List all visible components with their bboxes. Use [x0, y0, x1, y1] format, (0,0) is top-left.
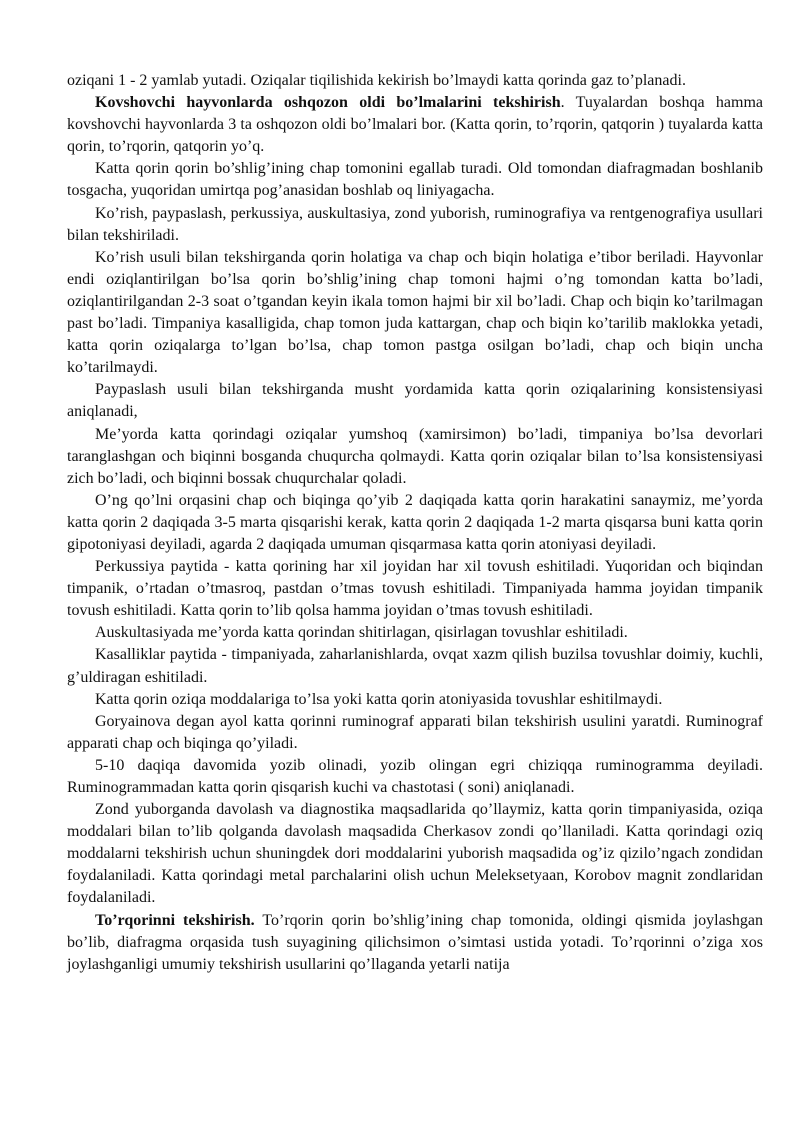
paragraph-text: . Tuyalardan boshqa hamma kovshovchi hayvonlarda 3 ta oshqozon oldi bo’lmalari bor. (Katta qorin, to’rqorin, qatqorin ) tuyalarda katta qorin, to’rqorin, qatqorin yo’q.	[67, 94, 764, 156]
paragraph	[67, 711, 763, 755]
paragraph-text: Katta qorin oziqa moddalariga to’lsa yoki katta qorin atoniyasida tovushlar eshitilmaydi.	[95, 690, 663, 708]
paragraph	[67, 490, 763, 556]
paragraph	[67, 644, 763, 688]
paragraph	[67, 379, 763, 423]
paragraph-text: Goryainova degan ayol katta qorinni ruminograf apparati bilan tekshirish usulini yaratdi. Ruminograf apparati chap och biqinga qo’yiladi.	[67, 712, 763, 752]
paragraph-text: Ko’rish, paypaslash, perkussiya, auskultasiya, zond yuborish, ruminografiya va rentgenografiya usullari bilan tekshiriladi.	[67, 204, 763, 244]
paragraph	[67, 799, 763, 909]
paragraph	[67, 158, 763, 202]
paragraph-text: Perkussiya paytida - katta qorining har xil joyidan har xil tovush eshitiladi. Yuqoridan och biqindan timpanik, o’rtadan o’tmasroq, pastdan o’tmas tovush eshitiladi. Timpaniyada hamma joyidan timpanik tovush eshitiladi. Katta qorin to’lib qolsa hamma joyidan o’tmas tovush eshitiladi.	[67, 558, 763, 620]
section-heading: Kovshovchi hayvonlarda oshqozon oldi bo’lmalarini tekshirish	[95, 94, 561, 112]
paragraph	[67, 203, 763, 247]
paragraph-text: 5-10 daqiqa davomida yozib olinadi, yozib olingan egri chiziqqa ruminogramma deyiladi. Ruminogrammadan katta qorin qisqarish kuchi va chastotasi ( soni) aniqlanadi.	[67, 756, 763, 796]
section-heading: To’rqorinni tekshirish.	[95, 911, 255, 929]
section-paragraph	[67, 910, 763, 976]
paragraph-text: Auskultasiyada me’yorda katta qorindan shitirlagan, qisirlagan tovushlar eshitiladi.	[95, 624, 628, 642]
paragraph-text: Kasalliklar paytida - timpaniyada, zaharlanishlarda, ovqat xazm qilish buzilsa tovushlar doimiy, kuchli, g’uldiragan eshitiladi.	[67, 646, 763, 686]
paragraph-text: oziqani 1 - 2 yamlab yutadi. Oziqalar tiqilishida kekirish bo’lmaydi katta qorinda gaz to’planadi.	[67, 72, 686, 89]
paragraph	[67, 755, 763, 799]
paragraph	[67, 556, 763, 622]
paragraph	[67, 689, 763, 711]
paragraph-text: Me’yorda katta qorindagi oziqalar yumshoq (xamirsimon) bo’ladi, timpaniya bo’lsa devorlari taranglashgan och biqinni bosganda chuqurcha qolmaydi. Katta qorin oziqalar bilan to’lsa konsistensiyasi zich bo’ladi, och biqinni bossak chuqurchalar qoladi.	[67, 425, 763, 487]
paragraph-text: Ko’rish usuli bilan tekshirganda qorin holatiga va chap och biqin holatiga e’tibor beriladi. Hayvonlar endi oziqlantirilgan bo’lsa qorin bo’shlig’ining chap tomoni hajmi o’ng tomondan katta bo’ladi, oziqlantirilgandan 2-3 soat o’tgandan keyin ikala tomon hajmi bir xil bo’ladi. Chap och biqin ko’tarilmagan past bo’ladi. Timpaniya kasalligida, chap tomon juda kattargan, chap och biqin ko’tarilib maklokka yetadi, katta qorin oziqalarga to’lgan bo’lsa, chap tomon pastga osilgan bo’ladi, chap och biqin uncha ko’tarilmaydi.	[67, 248, 763, 377]
paragraph	[67, 622, 763, 644]
paragraph	[67, 424, 763, 490]
section-paragraph	[67, 92, 763, 158]
paragraph-text: Katta qorin qorin bo’shlig’ining chap tomonini egallab turadi. Old tomondan diafragmadan boshlanib tosgacha, yuqoridan umirtqa pog’anasidan boshlab oq liniyagacha.	[67, 160, 763, 200]
paragraph-text: O’ng qo’lni orqasini chap och biqinga qo’yib 2 daqiqada katta qorin harakatini sanaymiz, me’yorda katta qorin 2 daqiqada 3-5 marta qisqarishi kerak, katta qorin 2 daqiqada 1-2 marta qisqarsa buni katta qorin gipotoniyasi deyiladi, agarda 2 daqiqada umuman qisqarmasa katta qorin atoniyasi deyiladi.	[67, 491, 763, 553]
paragraph-text: Paypaslash usuli bilan tekshirganda musht yordamida katta qorin oziqalarining konsistensiyasi aniqlanadi,	[67, 381, 763, 421]
paragraph-text: Zond yuborganda davolash va diagnostika maqsadlarida qo’llaymiz, katta qorin timpaniyasida, oziqa moddalari bilan to’lib qolganda davolash maqsadida Cherkasov zondi qo’llaniladi. Katta qorindagi oziq moddalarni tekshirish uchun shuningdek dori moddalarini yuborish maqsadida og’iz qizilo’ngach zondidan foydalaniladi. Katta qorindagi metal parchalarini olish uchun Meleksetyaan, Korobov magnit zondlaridan foydalaniladi.	[67, 801, 763, 907]
paragraph	[67, 70, 763, 92]
paragraph	[67, 247, 763, 380]
paragraph-text: To’rqorin qorin bo’shlig’ining chap tomonida, oldingi qismida joylashgan bo’lib, diafragma orqasida tush suyagining qilichsimon o’simtasi ustida yotadi. To’rqorinni o’ziga xos joylashganligi umumiy tekshirish usullarini qo’llaganda yetarli natija	[67, 911, 764, 973]
